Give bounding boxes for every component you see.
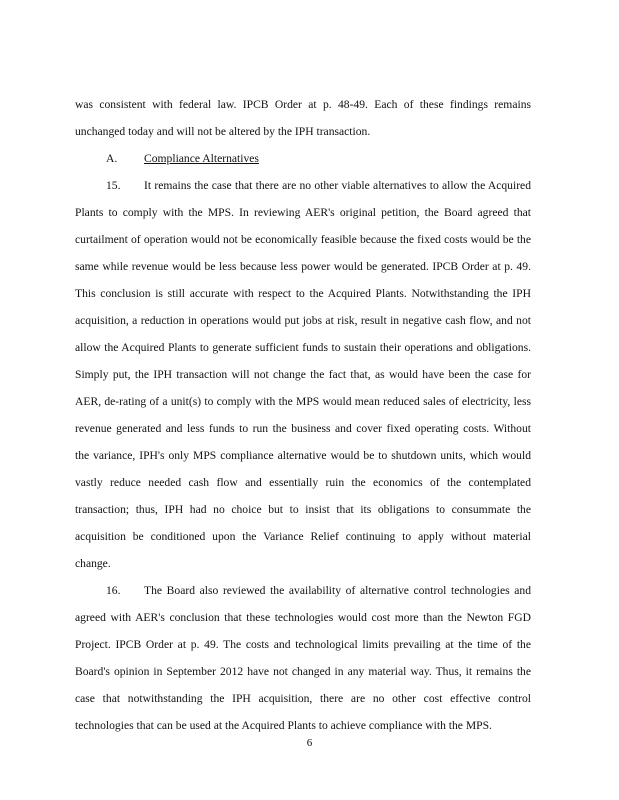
page-number: 6 <box>306 737 313 749</box>
section-title: Compliance Alternatives <box>144 152 259 165</box>
body-text-line: curtailment of operation would not be economically feasible because the fixed costs would be the <box>75 233 531 246</box>
body-text-line: change. <box>75 557 111 570</box>
body-text-line: technologies that can be used at the Acquired Plants to achieve compliance with the MPS. <box>75 719 492 732</box>
paragraph-first-line <box>106 584 531 598</box>
body-text-line: Simply put, the IPH transaction will not change the fact that, as would have been the case for <box>75 368 531 381</box>
body-text-line: agreed with AER's conclusion that these technologies would cost more than the Newton FGD <box>75 611 531 624</box>
body-text-line: was consistent with federal law. IPCB Order at p. 48-49. Each of these findings remains <box>75 98 531 111</box>
body-text-line: Project. IPCB Order at p. 49. The costs and technological limits prevailing at the time of the <box>75 638 531 651</box>
paragraph-first-line <box>106 179 531 193</box>
body-text-line: This conclusion is still accurate with respect to the Acquired Plants. Notwithstanding the IPH <box>75 287 531 300</box>
body-text: The Board also reviewed the availability of alternative control technologies and <box>144 584 531 597</box>
body-text-line: allow the Acquired Plants to generate sufficient funds to sustain their operations and obligations. <box>75 341 531 354</box>
body-text-line: Plants to comply with the MPS. In reviewing AER's original petition, the Board agreed that <box>75 206 531 219</box>
body-text-line: the variance, IPH's only MPS compliance alternative would be to shutdown units, which would <box>75 449 531 462</box>
body-text-line: Board's opinion in September 2012 have not changed in any material way. Thus, it remains the <box>75 665 531 678</box>
body-text-line: AER, de-rating of a unit(s) to comply with the MPS would mean reduced sales of electricity, less <box>75 395 531 408</box>
body-text-line: acquisition, a reduction in operations would put jobs at risk, result in negative cash flow, and not <box>75 314 531 327</box>
body-text: It remains the case that there are no other viable alternatives to allow the Acquired <box>144 179 531 192</box>
paragraph-number: 15. <box>106 179 121 192</box>
body-text-line: case that notwithstanding the IPH acquisition, there are no other cost effective control <box>75 692 531 705</box>
section-label: A. <box>106 152 118 165</box>
body-text-line: transaction; thus, IPH had no choice but to insist that its obligations to consummate the <box>75 503 531 516</box>
body-text-line: same while revenue would be less because less power would be generated. IPCB Order at p. 49. <box>75 260 531 273</box>
body-text-line: vastly reduce needed cash flow and essentially ruin the economics of the contemplated <box>75 476 531 489</box>
body-text-line: acquisition be conditioned upon the Variance Relief continuing to apply without material <box>75 530 531 543</box>
body-text-line: unchanged today and will not be altered by the IPH transaction. <box>75 125 371 138</box>
section-heading <box>106 152 259 166</box>
body-text-line: revenue generated and less funds to run the business and cover fixed operating costs. Without <box>75 422 531 435</box>
paragraph-number: 16. <box>106 584 121 597</box>
